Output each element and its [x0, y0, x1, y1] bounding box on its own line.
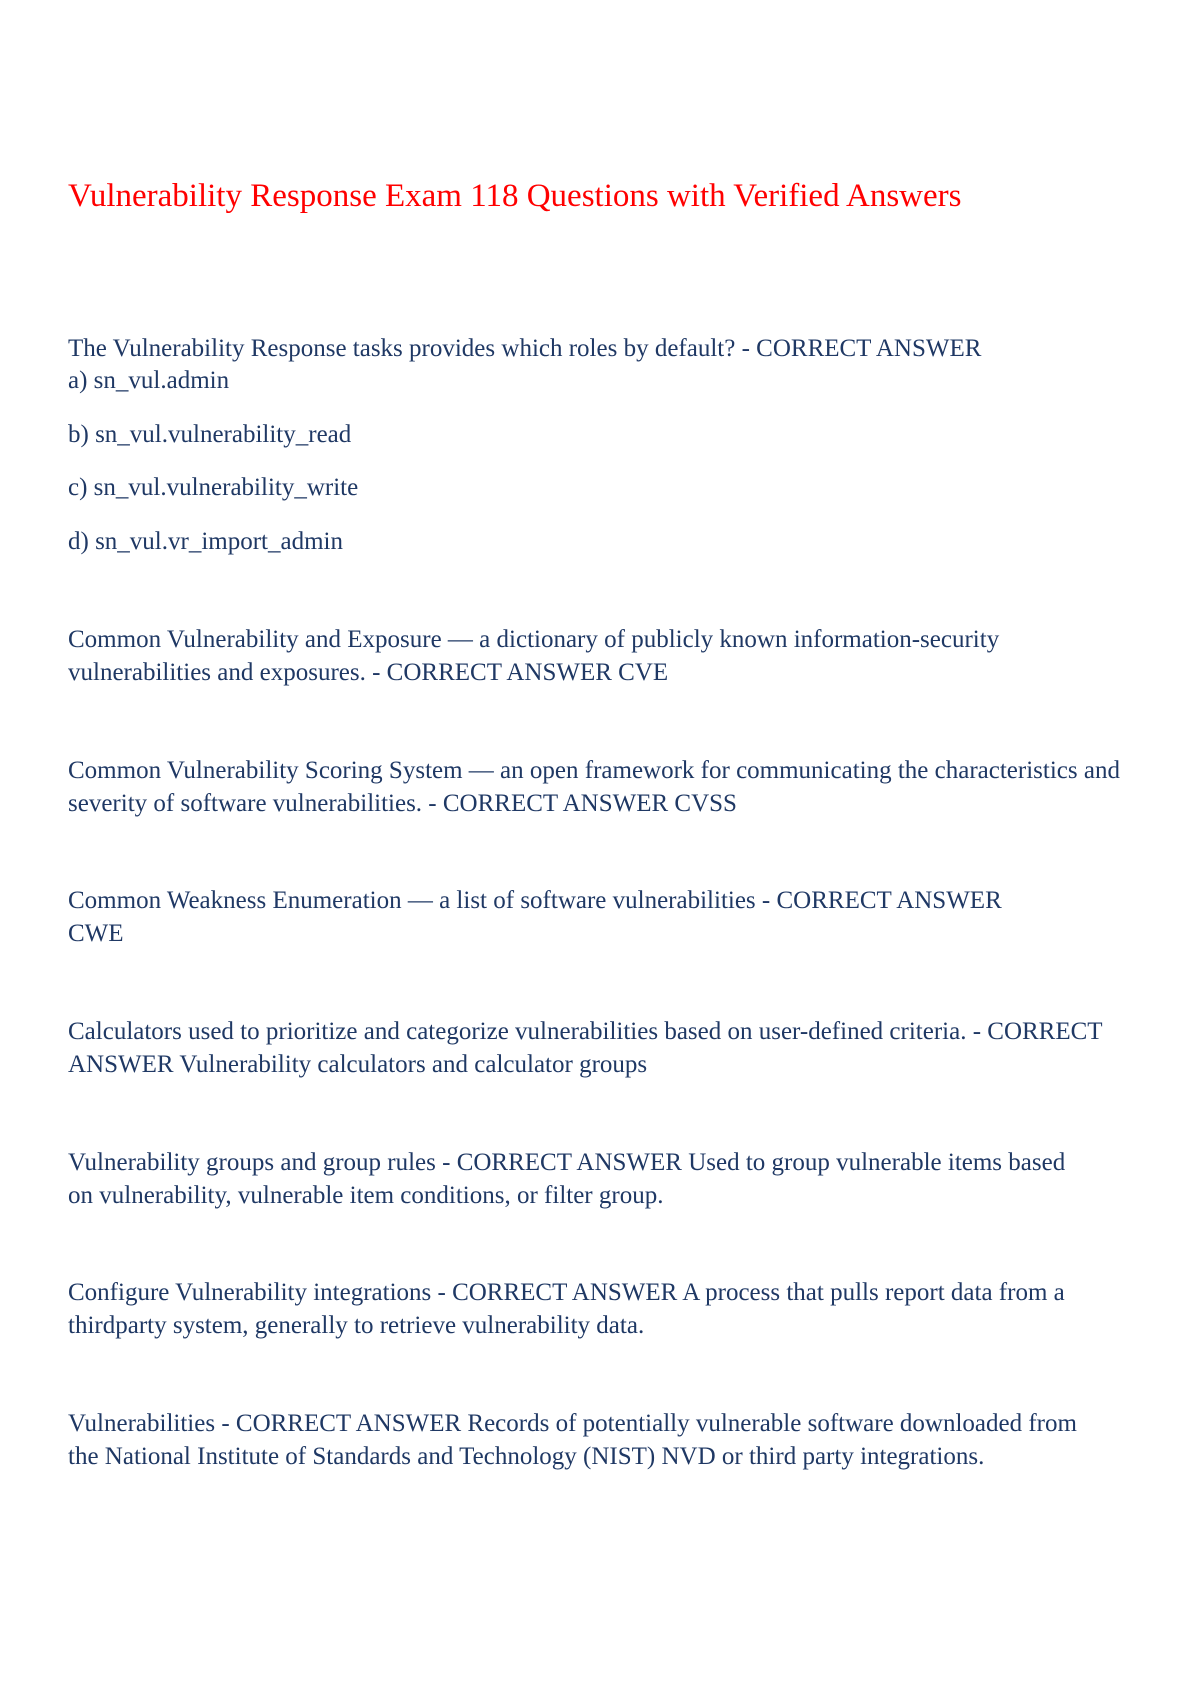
document-title: Vulnerability Response Exam 118 Questions with Verified Answers [68, 178, 962, 214]
question-1-option-d: d) sn_vul.vr_import_admin [68, 528, 343, 555]
question-1-option-b: b) sn_vul.vulnerability_read [68, 421, 352, 448]
qa-item-integrations: Configure Vulnerability integrations - CORRECT ANSWER A process that pulls report data from a thirdparty system, generally to retrieve vulnerability data. [68, 1279, 1065, 1339]
qa-item-cvss: Common Vulnerability Scoring System — an open framework for communicating the characteristics and severity of software vulnerabilities. - CORRECT ANSWER CVSS [68, 757, 1120, 817]
qa-item-cwe: Common Weakness Enumeration — a list of software vulnerabilities - CORRECT ANSWER CWE [68, 887, 1002, 947]
qa-item-vulnerabilities: Vulnerabilities - CORRECT ANSWER Records of potentially vulnerable software downloaded from the National Institute of Standards and Technology (NIST) NVD or third party integrations. [68, 1410, 1077, 1470]
qa-item-calculators: Calculators used to prioritize and categorize vulnerabilities based on user-defined criteria. - CORRECT ANSWER Vulnerability calculators and calculator groups [68, 1018, 1103, 1078]
qa-item-groups: Vulnerability groups and group rules - CORRECT ANSWER Used to group vulnerable items based on vulnerability, vulnerable item conditions, or filter group. [68, 1149, 1066, 1209]
question-1-option-a: a) sn_vul.admin [68, 367, 230, 394]
question-1-text: The Vulnerability Response tasks provides which roles by default? - CORRECT ANSWER [68, 335, 982, 362]
qa-item-cve: Common Vulnerability and Exposure — a dictionary of publicly known information-security vulnerabilities and exposures. - CORRECT ANSWER CVE [68, 626, 1000, 686]
question-1-option-c: c) sn_vul.vulnerability_write [68, 474, 359, 501]
